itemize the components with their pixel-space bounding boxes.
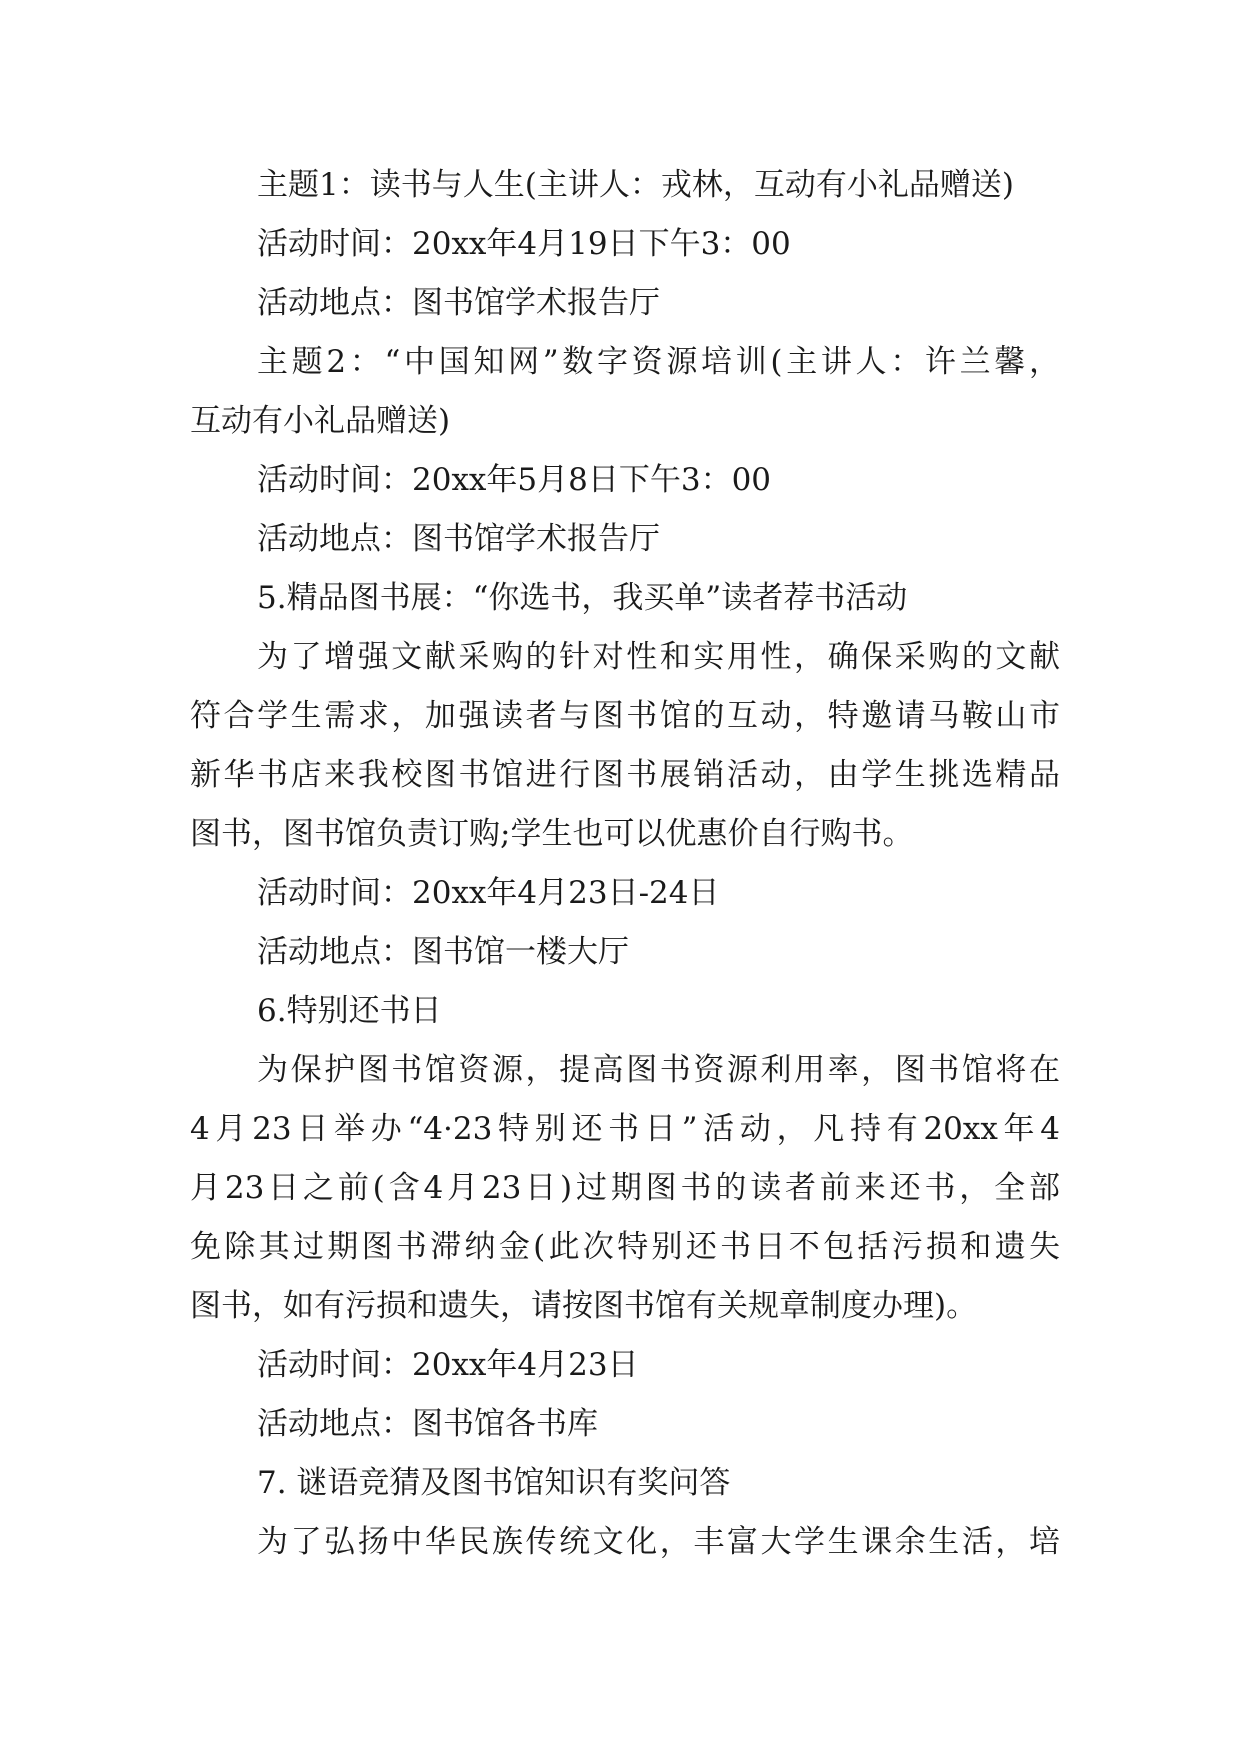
section-5-paragraph-line: 图书，图书馆负责订购;学生也可以优惠价自行购书。 <box>190 816 914 852</box>
section-5-time: 活动时间：20xx年4月23日-24日 <box>257 875 720 911</box>
section-6-heading: 6.特别还书日 <box>257 993 442 1029</box>
section-5-paragraph-line: 符合学生需求，加强读者与图书馆的互动，特邀请马鞍山市 <box>190 698 1060 734</box>
section-7-heading: 7. 谜语竞猜及图书馆知识有奖问答 <box>257 1465 731 1501</box>
topic-2-title-continued: 互动有小礼品赠送) <box>190 403 451 439</box>
section-6-location: 活动地点：图书馆各书库 <box>257 1406 598 1442</box>
section-5-paragraph-line: 为了增强文献采购的针对性和实用性，确保采购的文献 <box>257 639 1060 675</box>
section-7-paragraph-line: 为了弘扬中华民族传统文化，丰富大学生课余生活，培 <box>257 1524 1060 1560</box>
section-6-paragraph-line: 免除其过期图书滞纳金(此次特别还书日不包括污损和遗失 <box>190 1229 1060 1265</box>
section-5-paragraph-line: 新华书店来我校图书馆进行图书展销活动，由学生挑选精品 <box>190 757 1060 793</box>
section-5-heading: 5.精品图书展：“你选书，我买单”读者荐书活动 <box>257 580 908 616</box>
section-6-paragraph-line: 月23日之前(含4月23日)过期图书的读者前来还书，全部 <box>190 1170 1060 1206</box>
section-6-paragraph-line: 4月23日举办“4·23特别还书日”活动，凡持有20xx年4 <box>190 1111 1060 1147</box>
topic-2-title: 主题2：“中国知网”数字资源培训(主讲人：许兰馨， <box>257 344 1060 380</box>
section-5-location: 活动地点：图书馆一楼大厅 <box>257 934 629 970</box>
topic-1-location: 活动地点：图书馆学术报告厅 <box>257 285 660 321</box>
section-6-paragraph-line: 图书，如有污损和遗失，请按图书馆有关规章制度办理)。 <box>190 1288 978 1324</box>
topic-2-location: 活动地点：图书馆学术报告厅 <box>257 521 660 557</box>
section-6-time: 活动时间：20xx年4月23日 <box>257 1347 639 1383</box>
topic-1-title: 主题1：读书与人生(主讲人：戎林，互动有小礼品赠送) <box>257 167 1014 203</box>
section-6-paragraph-line: 为保护图书馆资源，提高图书资源利用率，图书馆将在 <box>257 1052 1060 1088</box>
topic-2-time: 活动时间：20xx年5月8日下午3：00 <box>257 462 772 498</box>
topic-1-time: 活动时间：20xx年4月19日下午3：00 <box>257 226 791 262</box>
